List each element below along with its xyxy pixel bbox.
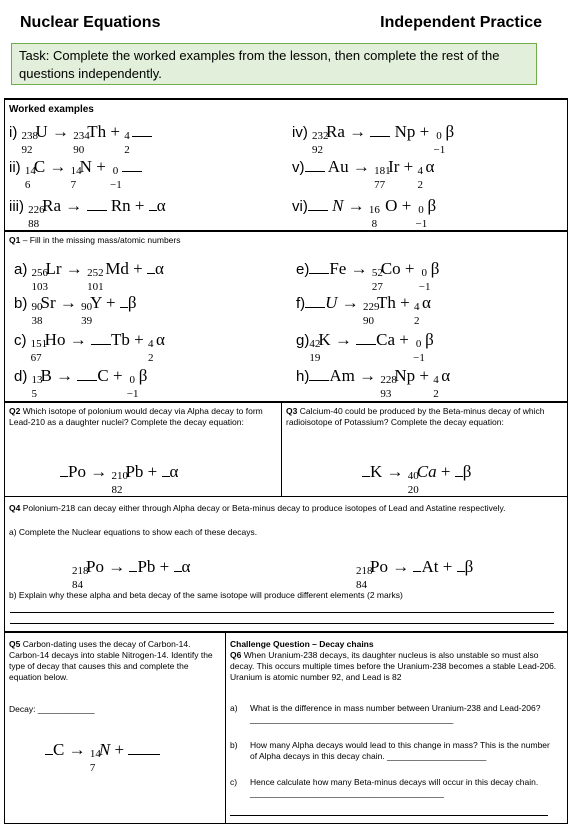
- worked-eq-iii: iii) 226 88 Ra → Rn + α: [9, 196, 166, 230]
- q6-part-b-label: b): [230, 740, 238, 750]
- worked-eq-v: v) Au → 181 77 Ir + 4 2 α: [292, 157, 435, 191]
- page-title: Nuclear Equations: [20, 14, 161, 31]
- q4-answer-line[interactable]: [10, 612, 554, 613]
- q2-heading: Q2: [9, 406, 21, 416]
- q6-heading: Q6: [230, 650, 242, 660]
- q6-part-c-label: c): [230, 777, 238, 787]
- page-subtitle: Independent Practice: [380, 14, 542, 31]
- task-box: Task: Complete the worked examples from the lesson, then complete the rest of the questions independently.: [11, 43, 537, 85]
- worked-eq-vi: vi) N → 16 8 O + 0 −1 β: [292, 196, 437, 230]
- q6-part-a: What is the difference in mass number between Uranium-238 and Lead-206? ___________________________________________: [250, 703, 541, 724]
- q4-equation-beta: 218 84 Po → At + β: [356, 557, 474, 591]
- worked-heading: Worked examples: [9, 104, 94, 115]
- q1-eq-c: c) 151 67 Ho → Tb + 4 2 α: [14, 330, 165, 364]
- q5-heading: Q5: [9, 639, 21, 649]
- q6-part-c: Hence calculate how many Beta-minus decays will occur in this decay chain. _________________________________________: [250, 777, 539, 798]
- q4-text: Polonium-218 can decay either through Alpha decay or Beta-minus decay to produce isotopes of Lead and Astatine respectively.: [20, 503, 506, 513]
- q6-challenge-title: Challenge Question – Decay chains: [230, 639, 374, 649]
- q3-equation: K → 40 20 Ca + β: [362, 462, 471, 482]
- q4-answer-line[interactable]: [10, 623, 554, 624]
- q4-equation-alpha: 218 84 Po → Pb + α: [72, 557, 191, 591]
- q5-text: Carbon-dating uses the decay of Carbon-14. Carbon-14 decays into stable Nitrogen-14. Identify the type of decay that causes this and complete the equation below.: [9, 639, 213, 682]
- q1-eq-a: a) 256 103 Lr → 252 101 Md + α: [14, 259, 164, 293]
- q5-decay-field[interactable]: Decay: ____________: [9, 704, 95, 714]
- worked-eq-ii: ii) 14 6 C → 14 7 N + 0 −1: [9, 157, 142, 177]
- q2-text: Which isotope of polonium would decay via Alpha decay to form Lead-210 as a daughter nuclei? Complete the decay equation:: [9, 406, 263, 427]
- q1-eq-h: h) Am → 228 93 Np + 4 2 α: [296, 366, 451, 400]
- q1-eq-d: d) 13 5 B → C + 0 −1 β: [14, 366, 148, 400]
- q3-box: [282, 402, 568, 497]
- q1-eq-g: g) 42 19 K → Ca + 0 −1 β: [296, 330, 434, 364]
- q2-equation: Po → 210 82 Pb + α: [60, 462, 178, 482]
- q1-eq-e: e) Fe → 52 27 Co + 0 −1 β: [296, 259, 440, 293]
- q6-box: [226, 632, 568, 824]
- worked-eq-iv: iv) 232 92 Ra → Np + 0 −1 β: [292, 122, 455, 156]
- worked-eq-i: i) 238 92 U → 234 90 Th + 4 2: [9, 122, 152, 142]
- q4-part-b: b) Explain why these alpha and beta decay of the same isotope will produce different elements (2 marks): [9, 590, 403, 600]
- q6-part-a-label: a): [230, 703, 238, 713]
- q2-box: [4, 402, 282, 497]
- q5-box: [4, 632, 226, 824]
- q1-eq-f: f) U → 229 90 Th + 4 2 α: [296, 293, 431, 327]
- q1-instruction: – Fill in the missing mass/atomic numbers: [20, 235, 181, 245]
- q6-text: When Uranium-238 decays, its daughter nucleus is also unstable so must also decay. This occurs multiple times before the Uranium-238 becomes a stable Lead-206. Uranium is atomic number 92, and Lead is 82: [230, 650, 557, 682]
- q1-eq-b: b) 90 38 Sr → 90 39 Y + β: [14, 293, 137, 327]
- q4-part-a: a) Complete the Nuclear equations to show each of these decays.: [9, 527, 258, 537]
- q6-answer-line[interactable]: [230, 815, 548, 816]
- q6-part-b: How many Alpha decays would lead to this change in mass? This is the number of Alpha decays in this decay chain. _____________________: [250, 740, 550, 761]
- q1-heading: Q1: [9, 235, 21, 245]
- q5-equation: C → 14 7 N +: [45, 740, 160, 760]
- q3-heading: Q3: [286, 406, 298, 416]
- q3-text: Calcium-40 could be produced by the Beta-minus decay of which radioisotope of Potassium? Complete the decay equation:: [286, 406, 545, 427]
- q4-heading: Q4: [9, 503, 21, 513]
